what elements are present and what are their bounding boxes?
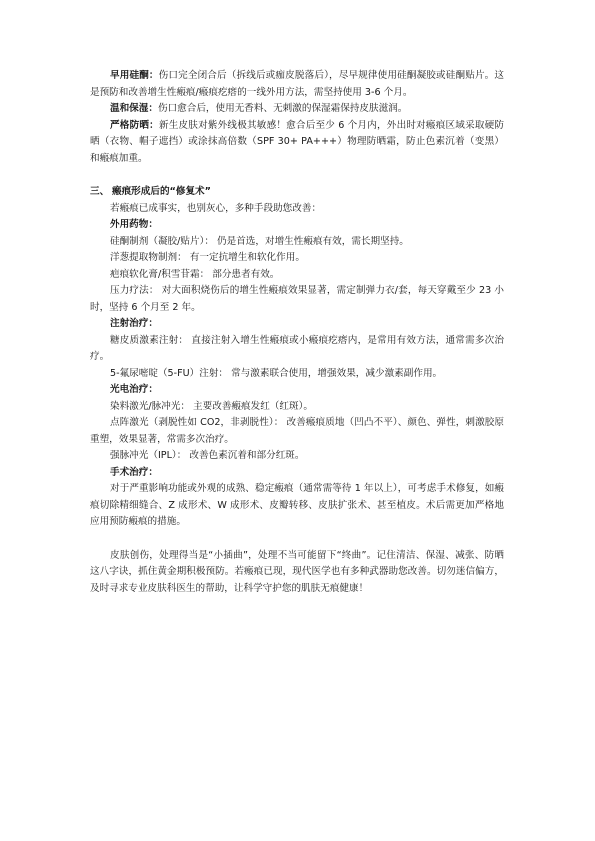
list-item: 染料激光/脉冲光： 主要改善瘢痕发红（红斑）。 [110,400,313,412]
topical-heading: 外用药物： [110,219,158,230]
tip-term: 温和保湿： [110,103,158,114]
tip-text: 伤口愈合后，使用无香料、无刺激的保湿霜保持皮肤滋润。 [157,103,408,114]
tip-text: 伤口完全闭合后（拆线后或痂皮脱落后），尽早规律使用硅酮凝胶或硅酮贴片。这是预防和改善增生性瘢痕/瘢痕疙瘩的一线外用方法，需坚持使用 3-6 个月。 [90,70,505,98]
tip-text: 新生皮肤对紫外线极其敏感！愈合后至少 6 个月内，外出时对瘢痕区域采取硬防晒（衣物、帽子遮挡）或涂抹高倍数（SPF 30+ PA+++）物理防晒霜，防止色素沉着（变黑）和瘢痕加重。 [90,119,505,164]
list-item: 疤痕软化膏/积雪苷霜： 部分患者有效。 [110,268,280,280]
surgery-text: 对于严重影响功能或外观的成熟、稳定瘢痕（通常需等待 1 年以上），可考虑手术修复，如瘢痕切除精细缝合、Z 成形术、W 成形术、皮瓣转移、皮肤扩张术、甚至植皮。术后需更加严格地应用预防瘢痕的措施。 [90,483,504,527]
laser-heading: 光电治疗： [110,384,158,395]
section-title: 瘢痕形成后的“修复术” [112,186,211,197]
list-item: 硅酮制剂（凝胶/贴片）： 仍是首选，对增生性瘢痕有效，需长期坚持。 [110,235,409,247]
list-item: 5-氟尿嘧啶（5-FU）注射： 常与激素联合使用，增强效果，减少激素副作用。 [110,367,443,379]
closing-paragraph: 皮肤创伤，处理得当是“小插曲”，处理不当可能留下“终曲”。记住清洁、保湿、减张、防晒这八字诀，抓住黄金期积极预防。若瘢痕已现，现代医学也有多种武器助您改善。切勿迷信偏方，及时寻求专业皮肤科医生的帮助，让科学守护您的肌肤无痕健康！ [90,549,504,594]
section-intro: 若瘢痕已成事实，也别灰心，多种手段助您改善： [110,202,322,214]
spacer [90,531,504,548]
list-item: 糖皮质激素注射： 直接注射入增生性瘢痕或小瘢痕疙瘩内，是常用有效方法，通常需多次治疗。 [90,334,504,362]
injection-heading: 注射治疗： [110,318,158,329]
section-heading [90,184,504,201]
tip-silicone [90,68,504,101]
tip-moisturize [90,101,504,118]
list-item: 强脉冲光（IPL）： 改善色素沉着和部分红斑。 [110,450,305,461]
list-item: 压力疗法： 对大面积烧伤后的增生性瘢痕效果显著，需定制弹力衣/套，每天穿戴至少 23 小时，坚持 6 个月至 2 年。 [90,285,504,313]
surgery-heading: 手术治疗： [110,466,158,478]
document-page [90,68,504,597]
section-number: 三、 [90,186,110,197]
list-item: 洋葱提取物制剂： 有一定抗增生和软化作用。 [110,252,305,263]
tip-term: 严格防晒： [110,119,159,131]
tip-sunscreen [90,118,504,168]
list-item: 点阵激光（剥脱性如 CO2，非剥脱性）： 改善瘢痕质地（凹凸不平）、颜色、弹性，刺激胶原重塑，效果显著，常需多次治疗。 [90,417,504,445]
tip-term: 早用硅酮： [110,70,159,81]
